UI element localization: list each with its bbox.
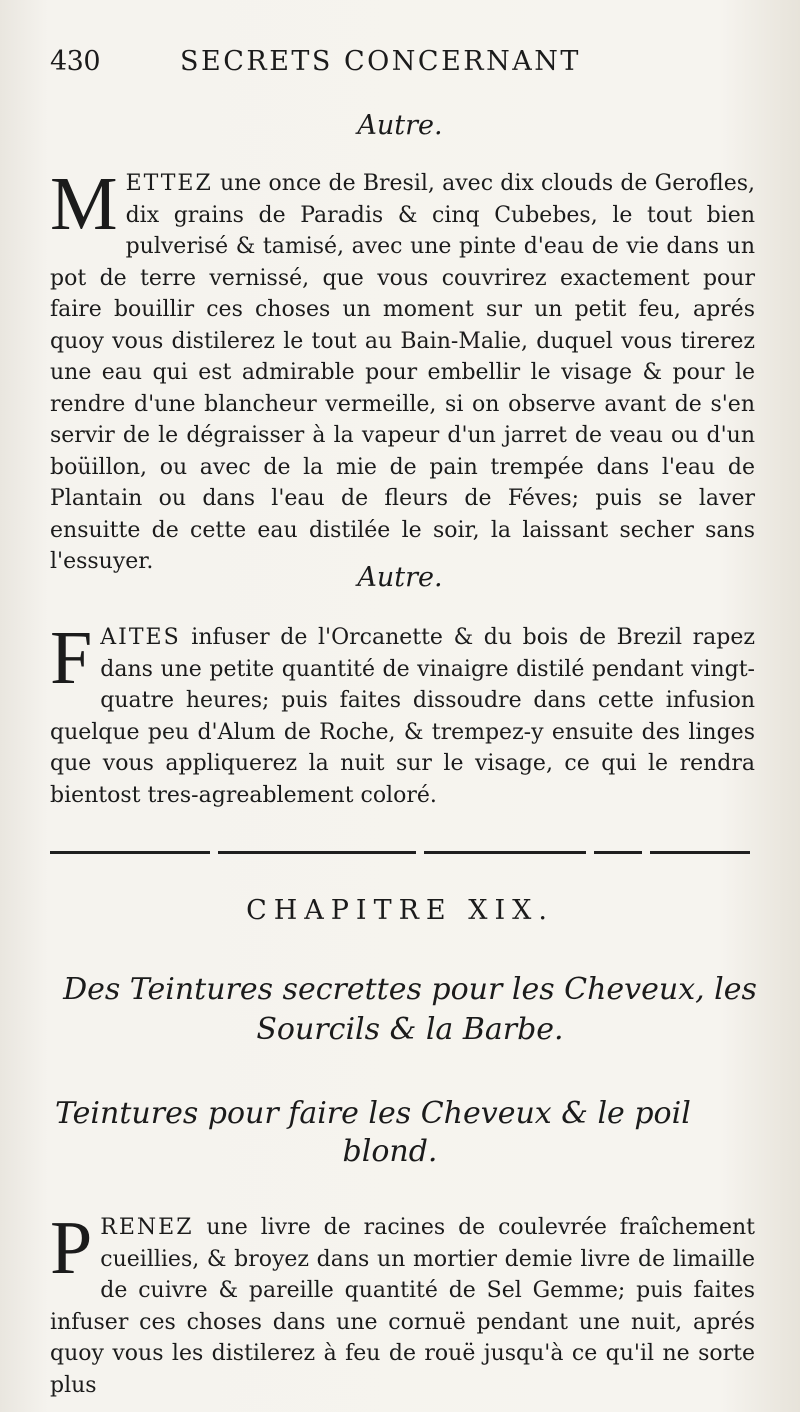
page-number: 430 (50, 46, 101, 77)
divider-segment (650, 851, 750, 854)
drop-cap-f: F (50, 616, 93, 700)
paragraph-bresil-recipe (50, 162, 755, 578)
running-title: SECRETS CONCERNANT (180, 46, 581, 77)
heading-line-2: blond. (342, 1134, 438, 1169)
paragraph-coulevree-recipe (50, 1206, 755, 1401)
paragraph-orcanette-recipe (50, 616, 755, 811)
divider-segment (594, 851, 642, 854)
section-heading-teintures (55, 1095, 755, 1171)
divider-segment (218, 851, 416, 854)
chapter-title: CHAPITRE XIX. (246, 895, 554, 926)
paragraph-text: infuser de l'Orcanette & du bois de Brezil rapez dans une petite quantité de vinaigre distilé pendant vingt-quatre heures; puis faites dissoudre dans cette infusion quelque peu d'Alum de Roche, & trempez-y ensuite des linges que vous appliquerez la nuit sur le visage, ce qui le rendra bientost tres-agreablement coloré. (50, 625, 755, 808)
divider-segment (50, 851, 210, 854)
opening-word: RENEZ (100, 1215, 194, 1240)
page-header (50, 40, 758, 80)
drop-cap-m: M (50, 162, 118, 246)
section-heading-autre-1: Autre. (357, 110, 443, 141)
drop-cap-p: P (50, 1206, 93, 1290)
chapter-subtitle: Des Teintures secrettes pour les Cheveux, les Sourcils & la Barbe. (63, 972, 757, 1047)
divider-segment (424, 851, 586, 854)
ornamental-divider (50, 848, 750, 858)
section-heading-autre-2: Autre. (357, 562, 443, 593)
paragraph-text: une once de Bresil, avec dix clouds de Gerofles, dix grains de Paradis & cinq Cubebes, le tout bien pulverisé & tamisé, avec une pinte d'eau de vie dans un pot de terre vernissé, que vous couvrirez exactement pour faire bouillir ces choses un moment sur un petit feu, aprés quoy vous distilerez le tout au Bain-Malie, duquel vous tirerez une eau qui est admirable pour embellir le visage & pour le rendre d'une blancheur vermeille, si on observe avant de s'en servir de le dégraisser à la vapeur d'un jarret de veau ou d'un boüillon, ou avec de la mie de pain trempée dans l'eau de Plantain ou dans l'eau de fleurs de Féves; puis se laver ensuitte de cette eau distilée le soir, la laissant secher sans l'essuyer. (50, 171, 755, 574)
heading-line-1: Teintures pour faire les Cheveux & le poil (55, 1096, 691, 1131)
paragraph-text: une livre de racines de coulevrée fraîchement cueillies, & broyez dans un mortier demie livre de limaille de cuivre & pareille quantité de Sel Gemme; puis faites infuser ces choses dans une cornuë pendant une nuit, aprés quoy vous les distilerez à feu de rouë jusqu'à ce qu'il ne sorte plus (50, 1215, 755, 1398)
opening-word: ETTEZ (125, 171, 213, 196)
opening-word: AITES (100, 625, 181, 650)
